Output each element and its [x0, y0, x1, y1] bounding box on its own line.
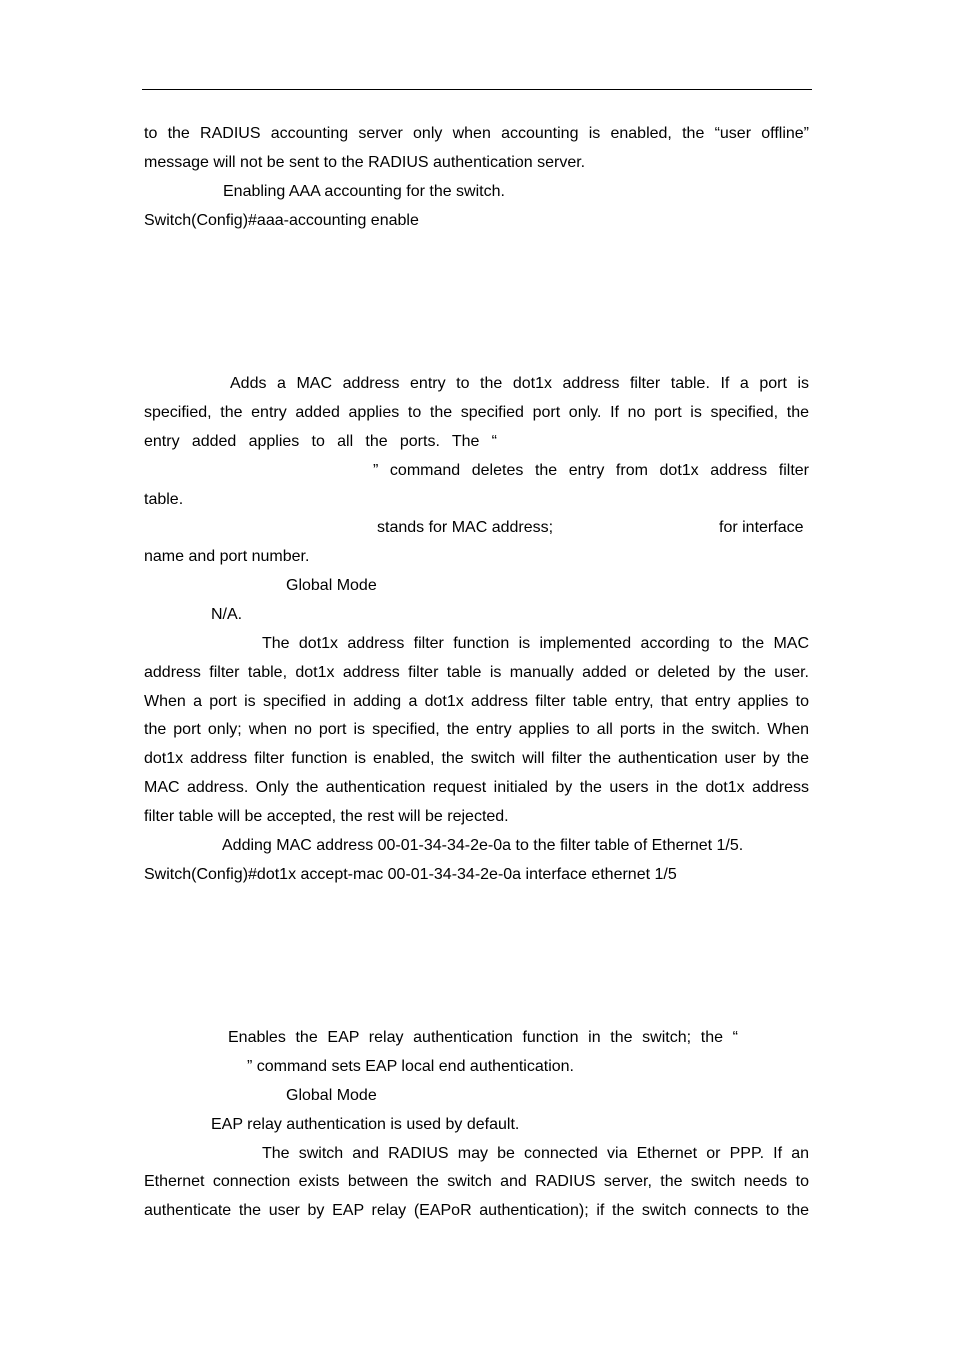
usage-line: table. — [144, 491, 184, 508]
command-example: Switch(Config)#aaa-accounting enable — [144, 212, 419, 229]
description-line: MAC address. Only the authentication request initialed by the users in the dot1x address — [144, 779, 809, 796]
usage-line: ” command sets EAP local end authentication. — [247, 1058, 574, 1075]
header-rule — [142, 89, 812, 90]
description-line: Ethernet connection exists between the switch and RADIUS server, the switch needs to — [144, 1173, 809, 1190]
description-line: authenticate the user by EAP relay (EAPoR authentication); if the switch connects to the — [144, 1202, 809, 1219]
paragraph-line: message will not be sent to the RADIUS authentication server. — [144, 154, 586, 171]
description-line: The dot1x address filter function is implemented according to the MAC — [262, 635, 809, 652]
description-line: When a port is specified in adding a dot1x address filter table entry, that entry applies to — [144, 693, 809, 710]
parameter-text: name and port number. — [144, 548, 310, 565]
example-text: Enabling AAA accounting for the switch. — [223, 183, 505, 200]
description-line: The switch and RADIUS may be connected via Ethernet or PPP. If an — [262, 1145, 809, 1162]
usage-line: specified, the entry added applies to the specified port only. If no port is specified, the — [144, 404, 809, 421]
command-mode: Global Mode — [286, 1087, 377, 1104]
usage-line: Adds a MAC address entry to the dot1x address filter table. If a port is — [230, 375, 809, 392]
description-line: dot1x address filter function is enabled, the switch will filter the authentication user by the — [144, 750, 809, 767]
description-line: the port only; when no port is specified, the entry applies to all ports in the switch. When — [144, 721, 809, 738]
description-line: address filter table, dot1x address filter table is manually added or deleted by the user. — [144, 664, 809, 681]
parameter-text: for interface — [719, 519, 804, 536]
command-example: Switch(Config)#dot1x accept-mac 00-01-34-34-2e-0a interface ethernet 1/5 — [144, 866, 677, 883]
example-text: Adding MAC address 00-01-34-34-2e-0a to the filter table of Ethernet 1/5. — [222, 837, 744, 854]
command-mode: Global Mode — [286, 577, 377, 594]
usage-line: ” command deletes the entry from dot1x address filter — [373, 462, 809, 479]
description-line: filter table will be accepted, the rest will be rejected. — [144, 808, 509, 825]
default-value: EAP relay authentication is used by default. — [211, 1116, 520, 1133]
parameter-text: stands for MAC address; — [377, 519, 554, 536]
usage-line: Enables the EAP relay authentication function in the switch; the “ — [228, 1029, 738, 1046]
paragraph-line: to the RADIUS accounting server only when accounting is enabled, the “user offline” — [144, 125, 809, 142]
default-value: N/A. — [211, 606, 243, 623]
usage-line: entry added applies to all the ports. The “ — [144, 433, 497, 450]
